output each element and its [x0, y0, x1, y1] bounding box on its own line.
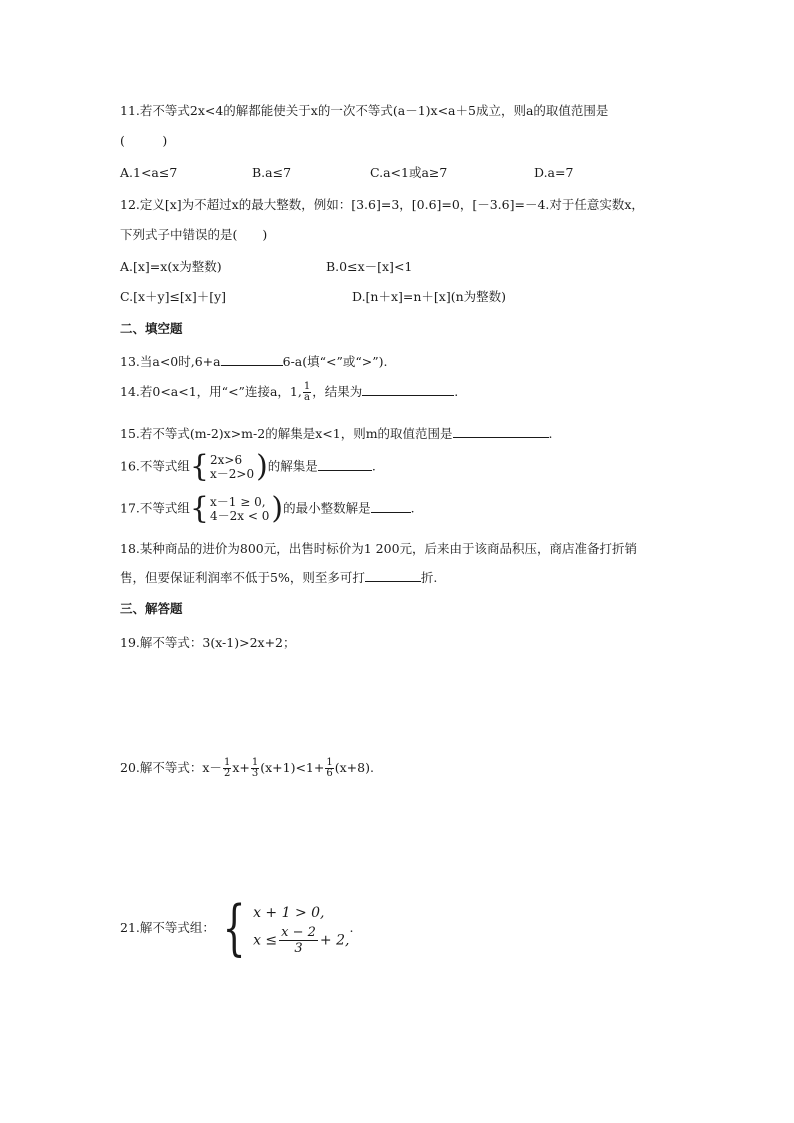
q20-f2-den: 3 [251, 768, 259, 779]
q21-row2-prefix: x ≤ [253, 932, 278, 948]
q17-row2: 4－2x < 0 [209, 509, 270, 523]
q18-line2-suffix: 折. [420, 570, 438, 585]
q20-fraction-2 [251, 758, 259, 779]
q20-f3-num: 1 [326, 757, 333, 768]
q14-frac-num: 1 [303, 381, 311, 392]
q20 [120, 758, 374, 779]
q16-row2: x－2>0 [209, 467, 255, 481]
q18-blank[interactable] [365, 568, 421, 582]
q20-fraction-3 [325, 758, 333, 779]
q17-end: . [410, 500, 415, 516]
q11-answer-paren: ( ) [120, 133, 168, 148]
q21-row2 [253, 925, 349, 956]
q21-system [215, 893, 350, 963]
right-paren-icon: ) [271, 491, 284, 526]
q14-blank[interactable] [362, 382, 454, 396]
q20-f1-num: 1 [223, 757, 231, 768]
q13-suffix: 6-a(填“<”或“>”). [282, 354, 388, 369]
q21-frac-num: x − 2 [281, 924, 316, 940]
q15-blank[interactable] [453, 424, 549, 438]
q17-system [189, 491, 284, 526]
q17-row1: x－1 ≥ 0, [209, 495, 266, 509]
q21 [120, 893, 354, 963]
left-brace-icon: { [222, 893, 246, 963]
q21-fraction [279, 925, 318, 956]
q21-end: . [349, 920, 354, 935]
q17-prefix: 17.不等式组 [120, 500, 190, 516]
q19: 19.解不等式：3(x-1)>2x+2； [120, 635, 296, 650]
section-fill-in-heading: 二、填空题 [120, 321, 183, 336]
q20-mid2: (x+1)<1+ [260, 760, 325, 775]
q14-end: . [454, 384, 459, 399]
q16 [120, 449, 376, 484]
q16-blank[interactable] [318, 457, 372, 471]
q20-prefix: 20.解不等式：x－ [120, 760, 222, 775]
q15 [120, 424, 553, 443]
q14-suffix: ，结果为 [312, 384, 363, 399]
q21-frac-den: 3 [294, 940, 303, 956]
q20-f3-den: 6 [326, 768, 333, 779]
q16-prefix: 16.不等式组 [120, 458, 190, 474]
q17 [120, 491, 415, 526]
q17-suffix: 的最小整数解是 [283, 500, 371, 516]
q12-option-d: D.[n＋x]=n＋[x](n为整数) [352, 289, 507, 304]
q11-option-b: B.a≤7 [252, 165, 292, 180]
q14-fraction [303, 382, 311, 403]
q20-f2-num: 1 [251, 757, 259, 768]
q14-frac-den: a [304, 392, 310, 403]
q16-end: . [371, 458, 376, 474]
q11-option-c: C.a<1或a≥7 [370, 165, 448, 180]
q21-row1: x + 1 > 0, [253, 904, 325, 921]
q13-blank[interactable] [221, 352, 283, 366]
q15-prefix: 15.若不等式(m-2)x>m-2的解集是x<1，则m的取值范围是 [120, 426, 453, 441]
q12-option-a: A.[x]=x(x为整数) [120, 259, 222, 274]
q17-blank[interactable] [371, 499, 411, 513]
q20-f1-den: 2 [223, 768, 231, 779]
q21-prefix: 21.解不等式组： [120, 920, 215, 935]
q18-line2-prefix: 售，但要保证利润率不低于5%，则至多可打 [120, 570, 365, 585]
q12-line2: 下列式子中错误的是( ) [120, 227, 268, 242]
section-solve-heading: 三、解答题 [120, 601, 183, 616]
q15-end: . [548, 426, 553, 441]
right-paren-icon: ) [256, 449, 268, 484]
q18-line2 [120, 568, 437, 587]
q20-mid1: x+ [232, 760, 250, 775]
q11-option-d: D.a=7 [534, 165, 574, 180]
q16-system [189, 449, 268, 484]
left-brace-icon: { [189, 449, 209, 484]
q12-option-b: B.0≤x－[x]<1 [326, 259, 413, 274]
q16-row1: 2x>6 [209, 453, 243, 467]
q20-end: (x+8). [334, 760, 374, 775]
q11-option-a: A.1<a≤7 [120, 165, 178, 180]
q13-prefix: 13.当a<0时,6+a [120, 354, 221, 369]
q18-line1: 18.某种商品的进价为800元，出售时标价为1 200元，后来由于该商品积压，商店准备打折销 [120, 541, 638, 556]
q16-suffix: 的解集是 [267, 458, 318, 474]
q13 [120, 352, 388, 371]
q14 [120, 382, 458, 403]
left-brace-icon: { [189, 491, 209, 526]
q12-line1: 12.定义[x]为不超过x的最大整数，例如：[3.6]=3，[0.6]=0，[－3.6]=－4.对于任意实数x， [120, 197, 644, 212]
q21-row2-suffix: + 2, [319, 932, 350, 948]
q14-prefix: 14.若0<a<1，用“<”连接a，1, [120, 384, 302, 399]
q12-option-c: C.[x＋y]≤[x]＋[y] [120, 289, 227, 304]
q20-fraction-1 [223, 758, 231, 779]
q11-line1: 11.若不等式2x<4的解都能使关于x的一次不等式(a－1)x<a＋5成立，则a的取值范围是 [120, 103, 609, 118]
